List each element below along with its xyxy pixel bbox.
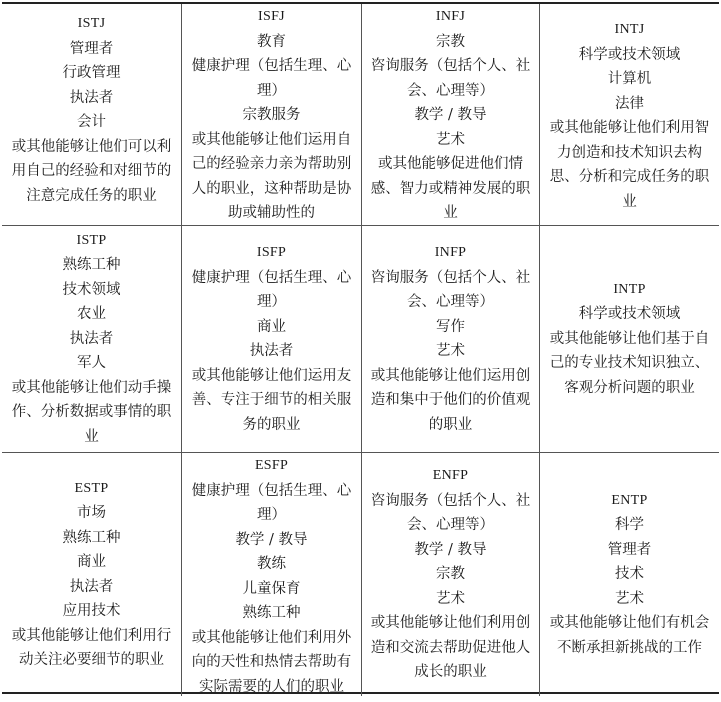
career-item: 应用技术: [62, 603, 121, 619]
type-label: ENFP: [432, 468, 469, 484]
career-item: 执法者: [249, 343, 294, 359]
career-item: 科学或技术领域: [578, 306, 681, 323]
career-item: 行政管理: [62, 65, 121, 81]
type-label: INFJ: [435, 9, 466, 24]
career-item: 熟练工种: [62, 529, 121, 546]
career-item: 艺术: [436, 131, 465, 148]
cell-esfp: [182, 453, 362, 696]
career-item: 科学: [615, 517, 644, 534]
career-item: 艺术: [436, 590, 465, 607]
cell-infj: [362, 4, 540, 226]
career-description: 或其他能够让他们基于自己的专业技术知识独立、客观分析问题的职业: [549, 330, 710, 396]
type-label: ISTJ: [77, 16, 106, 31]
career-item: 法律: [615, 95, 644, 112]
cell-intp: [540, 226, 719, 453]
type-label: ENTP: [611, 492, 648, 508]
career-description: 或其他能够让他们运用友善、专注于细节的相关服务的职业: [191, 367, 352, 433]
career-item: 执法者: [69, 330, 114, 347]
career-item: 管理者: [607, 541, 652, 558]
cell-istj: [2, 4, 182, 226]
career-item: 管理者: [69, 40, 114, 57]
cell-infp: [362, 226, 540, 453]
cell-isfj: [182, 4, 362, 226]
career-item: 宗教服务: [242, 107, 301, 123]
career-description: 或其他能够让他们动手操作、分析数据或事情的职业: [11, 379, 172, 445]
cell-estp: [2, 453, 182, 696]
career-item: 技术: [615, 566, 644, 583]
career-item: 熟练工种: [242, 605, 301, 621]
career-item: 教学 / 教导: [235, 531, 308, 548]
career-item: 会计: [77, 114, 106, 130]
career-item: 技术领域: [62, 281, 121, 298]
cell-istp: [2, 226, 182, 453]
career-item: 儿童保育: [242, 580, 301, 597]
career-item: 艺术: [615, 590, 644, 607]
career-description: 或其他能够促进他们情感、智力或精神发展的职业: [370, 156, 531, 221]
type-label: ISFP: [256, 245, 287, 260]
career-description: 或其他能够让他们利用创造和交流去帮助促进他人成长的职业: [370, 615, 531, 681]
type-label: ESFP: [254, 458, 289, 473]
career-item: 写作: [436, 318, 465, 335]
career-item: 市场: [77, 505, 106, 521]
type-label: ISFJ: [258, 9, 285, 24]
career-item: 咨询服务（包括个人、社会、心理等）: [370, 269, 531, 310]
cell-entp: [540, 453, 719, 696]
career-description: 或其他能够让他们可以利用自己的经验和对细节的注意完成任务的职业: [11, 138, 172, 204]
career-item: 艺术: [436, 343, 465, 359]
career-item: 军人: [77, 355, 106, 372]
career-item: 教育: [257, 33, 286, 50]
career-description: 或其他能够让他们运用创造和集中于他们的价值观的职业: [370, 367, 531, 433]
cell-enfp: [362, 453, 540, 696]
cell-isfp: [182, 226, 362, 453]
career-description: 或其他能够让他们利用智力创造和技术知识去构思、分析和完成任务的职业: [549, 120, 710, 210]
type-label: ISTP: [76, 232, 107, 248]
career-item: 健康护理（包括生理、心理）: [191, 269, 352, 310]
career-description: 或其他能够让他们运用自己的经验亲力亲为帮助别人的职业，这种帮助是协助或辅助性的: [191, 131, 352, 221]
type-label: INTJ: [614, 22, 645, 37]
career-item: 执法者: [69, 89, 114, 106]
career-item: 宗教: [436, 33, 465, 50]
cell-intj: [540, 4, 719, 226]
type-label: INFP: [434, 245, 467, 260]
career-item: 咨询服务（包括个人、社会、心理等）: [370, 492, 531, 534]
career-description: 或其他能够让他们利用外向的天性和热情去帮助有实际需要的人们的职业: [191, 629, 352, 695]
career-item: 商业: [77, 554, 106, 570]
career-item: 咨询服务（包括个人、社会、心理等）: [370, 58, 531, 99]
career-item: 计算机: [607, 71, 652, 87]
mbti-career-table: [2, 2, 719, 694]
type-label: INTP: [613, 281, 646, 297]
career-description: 或其他能够让他们有机会不断承担新挑战的工作: [549, 615, 710, 656]
career-item: 熟练工种: [62, 257, 121, 274]
career-item: 教学 / 教导: [414, 541, 487, 558]
career-item: 商业: [257, 318, 286, 335]
career-item: 科学或技术领域: [578, 46, 681, 63]
career-item: 教学 / 教导: [414, 107, 487, 123]
career-item: 健康护理（包括生理、心理）: [191, 482, 352, 523]
career-item: 宗教: [436, 566, 465, 583]
career-item: 农业: [77, 306, 106, 323]
career-item: 健康护理（包括生理、心理）: [191, 58, 352, 99]
type-label: ESTP: [74, 480, 109, 496]
career-item: 执法者: [69, 578, 114, 595]
career-item: 教练: [257, 556, 286, 572]
career-description: 或其他能够让他们利用行动关注必要细节的职业: [11, 627, 172, 668]
